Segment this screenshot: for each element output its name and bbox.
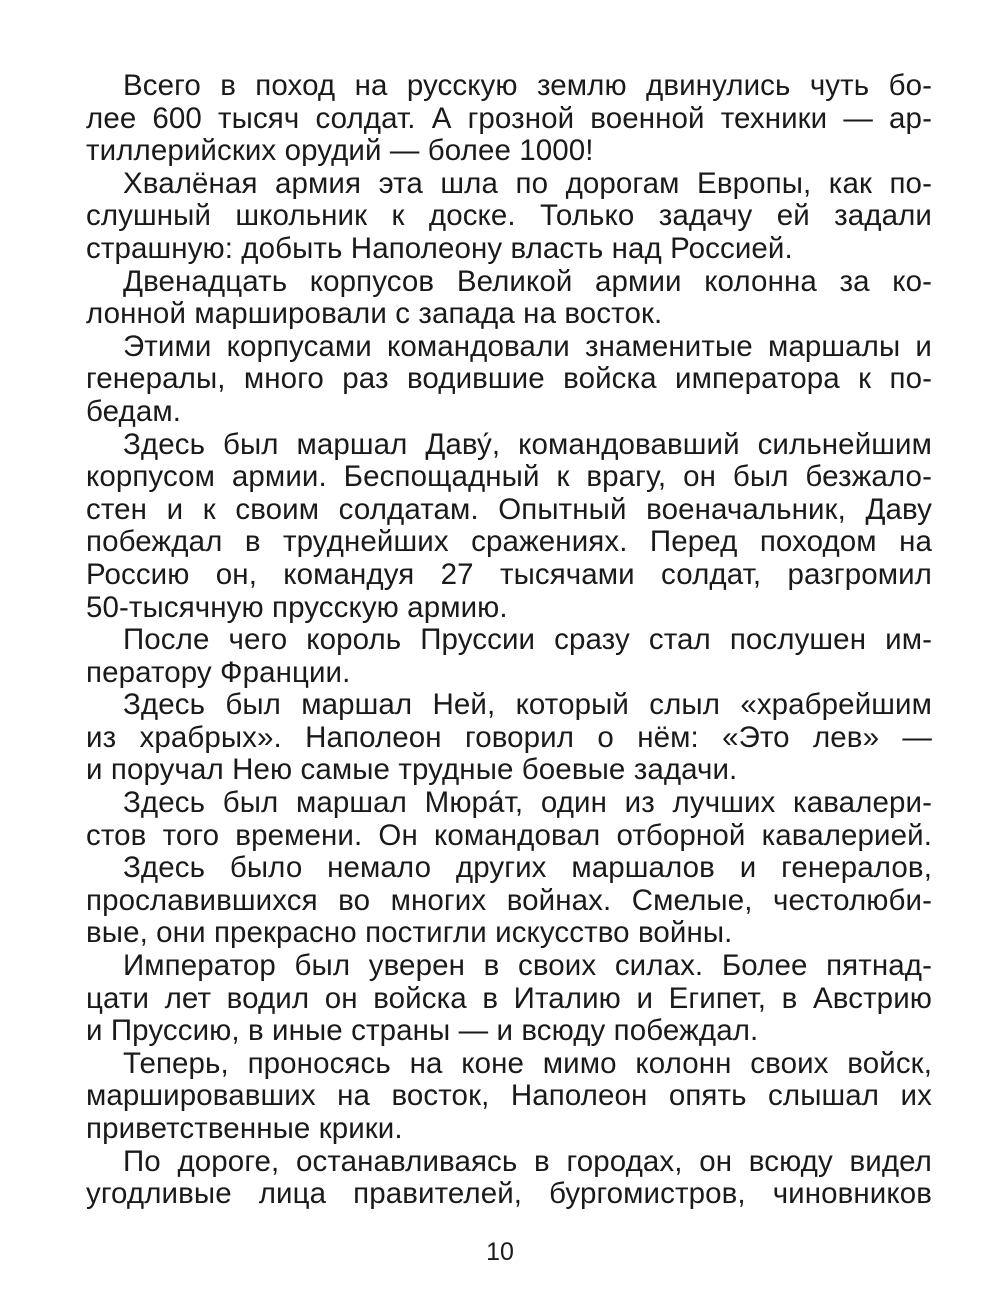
text-line: тиллерийских орудий — более 1000! [86, 134, 594, 168]
text-line: Здесь был маршал Ней, который слыл «храбрейшим [123, 688, 932, 722]
text-line: По дороге, останавливаясь в городах, он всюду видел [123, 1144, 932, 1178]
text-line: и поручал Нею самые трудные боевые задачи. [86, 753, 738, 787]
text-line: лее 600 тысяч солдат. А грозной военной техники — ар- [86, 101, 932, 135]
text-line: Всего в поход на русскую землю двинулись чуть бо- [123, 69, 932, 102]
text-line: ператору Франции. [86, 655, 351, 689]
text-line: цати лет водил он войска в Италию и Египет, в Австрию [86, 981, 932, 1015]
text-line: Этими корпусами командовали знаменитые маршалы и [123, 329, 932, 363]
text-line: Здесь был маршал Мюра́т, один из лучших кавалери- [123, 786, 932, 820]
text-line: Хвалёная армия эта шла по дорогам Европы, как по- [123, 166, 932, 200]
body-text [86, 70, 932, 1211]
text-line: стов того времени. Он командовал отборной кавалерией. [86, 818, 932, 852]
text-line: После чего король Пруссии сразу стал послушен им- [123, 623, 932, 657]
text-line: Россию он, командуя 27 тысячами солдат, разгромил [86, 557, 932, 591]
text-line: побеждал в труднейших сражениях. Перед походом на [86, 525, 932, 559]
text-line: Здесь было немало других маршалов и генералов, [123, 851, 932, 885]
text-line: 50-тысячную прусскую армию. [86, 590, 508, 624]
text-line: страшную: добыть Наполеону власть над Россией. [86, 231, 793, 265]
text-line: приветственные крики. [86, 1112, 403, 1145]
text-line: Император был уверен в своих силах. Более пятнад- [123, 949, 932, 983]
text-line: Двенадцать корпусов Великой армии колонна за ко- [123, 264, 932, 298]
text-line: Теперь, проносясь на коне мимо колонн своих войск, [123, 1046, 932, 1080]
text-line: из храбрых». Наполеон говорил о нём: «Это лев» — [86, 720, 932, 754]
text-line: угодливые лица правителей, бургомистров, чиновников [86, 1177, 932, 1211]
page-number: 10 [486, 1238, 514, 1266]
text-line: Здесь был маршал Даву́, командовавший сильнейшим [123, 427, 932, 461]
text-line: маршировавших на восток, Наполеон опять слышал их [86, 1079, 932, 1113]
text-line: слушный школьник к доске. Только задачу ей задали [86, 199, 932, 233]
text-line: прославившихся во многих войнах. Смелые, честолюби- [86, 883, 932, 917]
text-line: и Пруссию, в иные страны — и всюду побеждал. [86, 1014, 759, 1048]
text-line: лонной маршировали с запада на восток. [86, 297, 663, 331]
text-line: корпусом армии. Беспощадный к врагу, он был безжало- [86, 460, 932, 494]
text-line: бедам. [86, 394, 182, 428]
text-line: генералы, много раз водившие войска императора к по- [86, 362, 932, 396]
text-line: вые, они прекрасно постигли искусство войны. [86, 916, 733, 950]
text-line: стен и к своим солдатам. Опытный военачальник, Даву [86, 492, 932, 526]
